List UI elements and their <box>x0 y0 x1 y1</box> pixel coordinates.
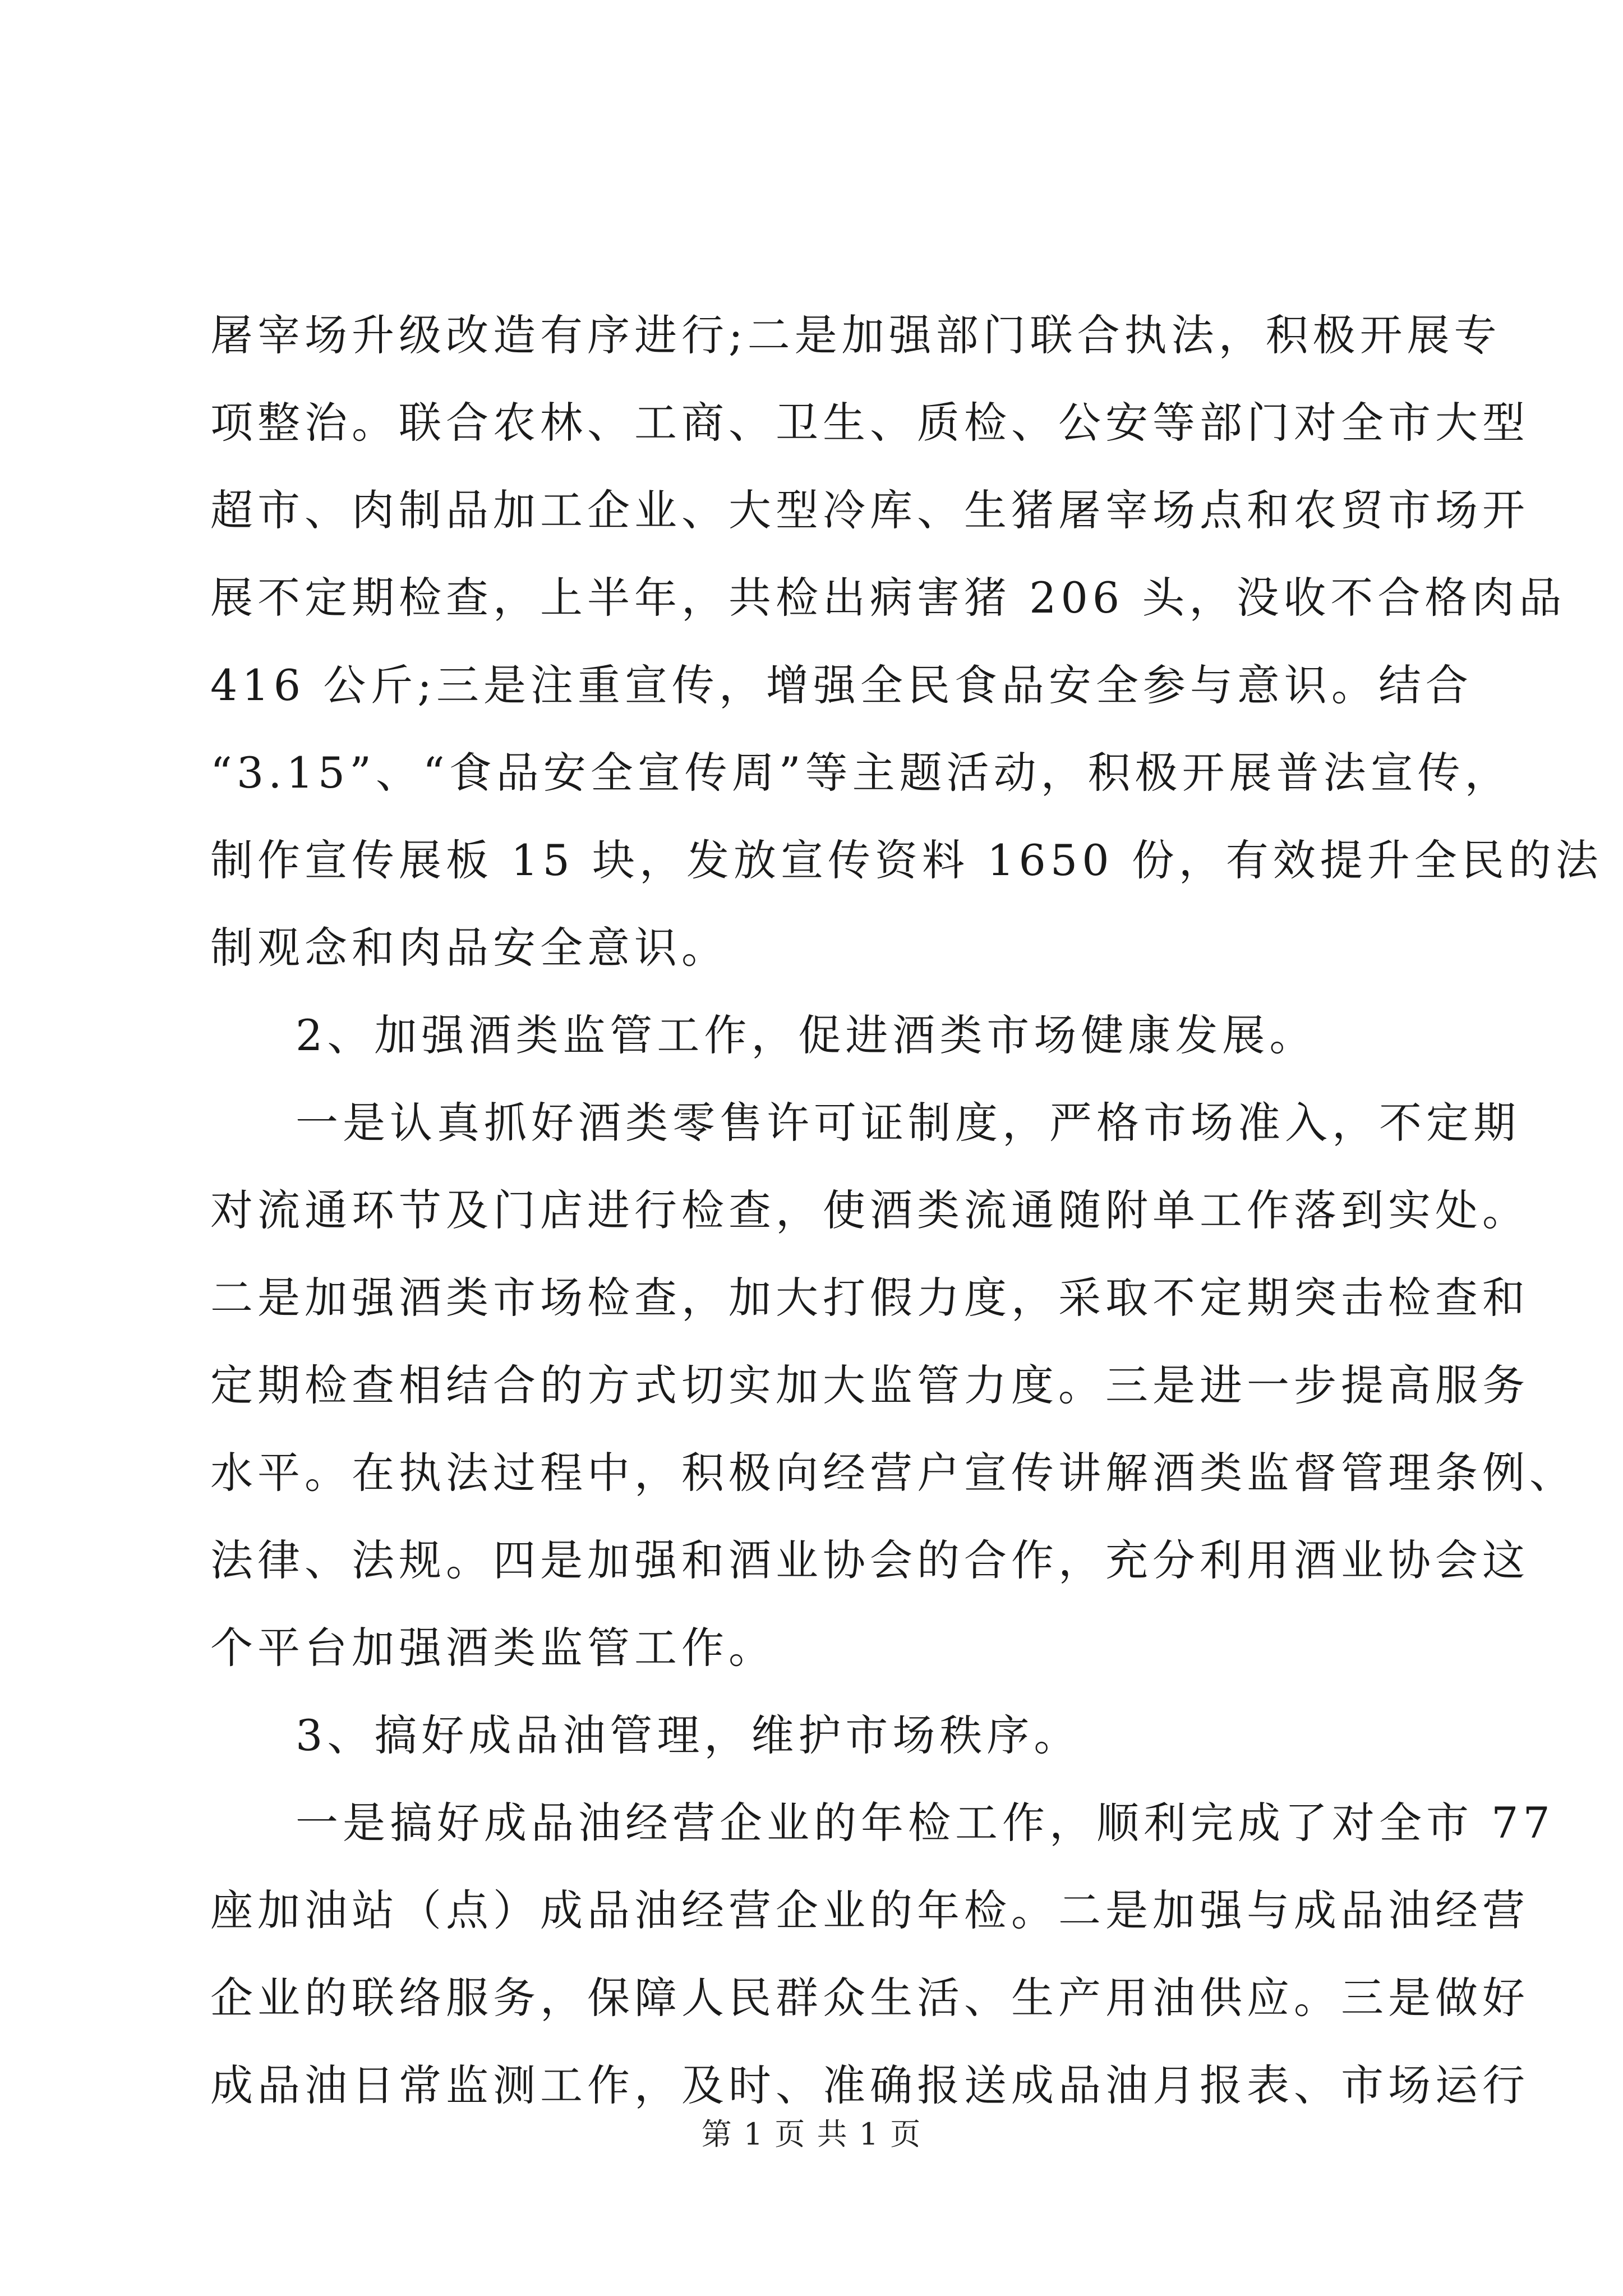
text-line: 展不定期检查，上半年，共检出病害猪 206 头，没收不合格肉品 <box>210 573 1566 623</box>
text-line: 项整治。联合农林、工商、卫生、质检、公安等部门对全市大型 <box>210 398 1529 448</box>
document-body <box>210 292 1603 2129</box>
text-line: 座加油站（点）成品油经营企业的年检。二是加强与成品油经营 <box>210 1885 1529 1935</box>
text-line: 一是认真抓好酒类零售许可证制度，严格市场准入，不定期 <box>296 1098 1520 1148</box>
text-line: 对流通环节及门店进行检查，使酒类流通随附单工作落到实处。 <box>210 1185 1529 1235</box>
text-line: 一是搞好成品油经营企业的年检工作，顺利完成了对全市 77 <box>296 1798 1555 1848</box>
text-line: 法律、法规。四是加强和酒业协会的合作，充分利用酒业协会这 <box>210 1535 1529 1585</box>
text-line: “3.15”、“食品安全宣传周”等主题活动，积极开展普法宣传， <box>210 748 1512 798</box>
page-footer: 第 1 页 共 1 页 <box>701 2116 922 2152</box>
text-line: 个平台加强酒类监管工作。 <box>210 1623 776 1673</box>
text-line: 3、搞好成品油管理，维护市场秩序。 <box>296 1710 1081 1760</box>
text-line: 超市、肉制品加工企业、大型冷库、生猪屠宰场点和农贸市场开 <box>210 485 1529 535</box>
text-line: 水平。在执法过程中，积极向经营户宣传讲解酒类监督管理条例、 <box>210 1448 1576 1498</box>
text-line: 二是加强酒类市场检查，加大打假力度，采取不定期突击检查和 <box>210 1273 1529 1323</box>
text-line: 2、加强酒类监管工作，促进酒类市场健康发展。 <box>296 1010 1317 1060</box>
text-line: 定期检查相结合的方式切实加大监管力度。三是进一步提高服务 <box>210 1360 1529 1410</box>
text-line: 制作宣传展板 15 块，发放宣传资料 1650 份，有效提升全民的法 <box>210 835 1603 885</box>
text-line: 企业的联络服务，保障人民群众生活、生产用油供应。三是做好 <box>210 1973 1529 2023</box>
text-line: 屠宰场升级改造有序进行;二是加强部门联合执法，积极开展专 <box>210 310 1501 360</box>
text-line: 成品油日常监测工作，及时、准确报送成品油月报表、市场运行 <box>210 2060 1529 2110</box>
text-line: 416 公斤;三是注重宣传，增强全民食品安全参与意识。结合 <box>210 660 1473 710</box>
text-line: 制观念和肉品安全意识。 <box>210 923 728 973</box>
